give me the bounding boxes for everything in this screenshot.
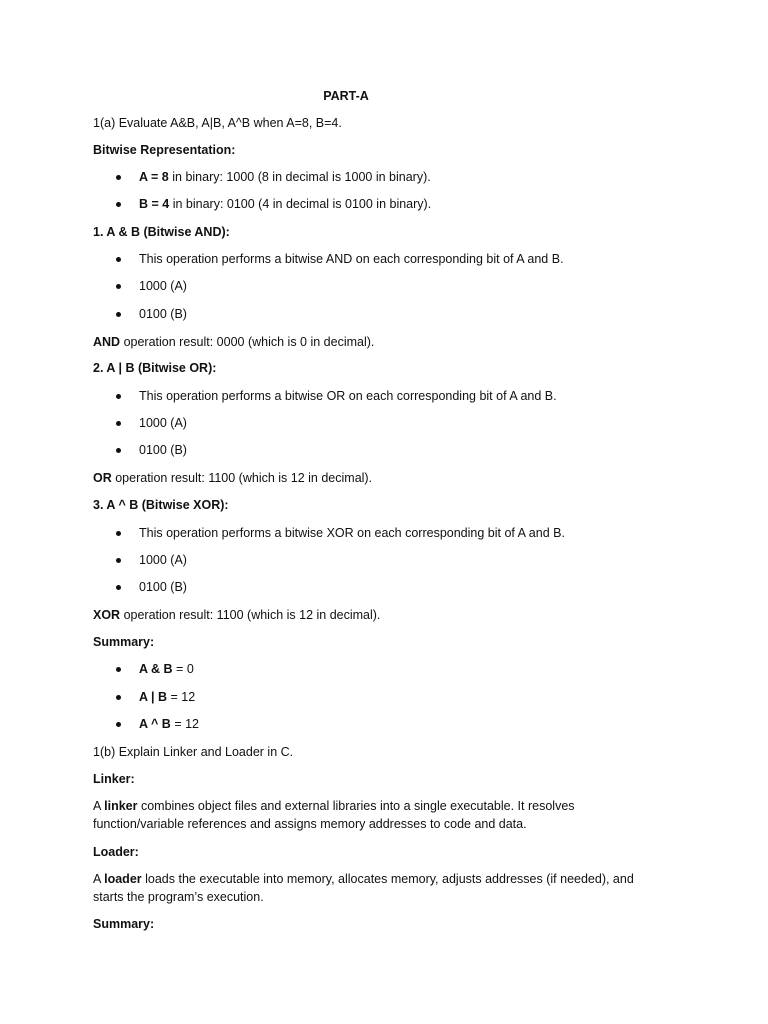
and-item-description: This operation performs a bitwise AND on each corresponding bit of A and B. bbox=[139, 252, 564, 266]
bullet-icon bbox=[116, 175, 121, 180]
summary-item-and: A & B = 0 bbox=[139, 662, 194, 676]
summary-item-xor: A ^ B = 12 bbox=[139, 717, 199, 731]
bullet-icon bbox=[116, 312, 121, 317]
bullet-icon bbox=[116, 394, 121, 399]
bullet-icon bbox=[116, 421, 121, 426]
bullet-icon bbox=[116, 531, 121, 536]
bullet-icon bbox=[116, 667, 121, 672]
bullet-icon bbox=[116, 284, 121, 289]
bullet-icon bbox=[116, 448, 121, 453]
xor-item-a: 1000 (A) bbox=[139, 553, 187, 567]
or-result: OR operation result: 1100 (which is 12 in decimal). bbox=[93, 471, 373, 485]
page-title: PART-A bbox=[323, 89, 369, 103]
rep-item-a: A = 8 in binary: 1000 (8 in decimal is 1000 in binary). bbox=[139, 170, 431, 184]
xor-heading: 3. A ^ B (Bitwise XOR): bbox=[93, 498, 229, 512]
and-item-b: 0100 (B) bbox=[139, 307, 187, 321]
bullet-icon bbox=[116, 558, 121, 563]
or-heading: 2. A | B (Bitwise OR): bbox=[93, 361, 217, 375]
or-item-b: 0100 (B) bbox=[139, 443, 187, 457]
rep-item-b: B = 4 in binary: 0100 (4 in decimal is 0100 in binary). bbox=[139, 197, 432, 211]
summary-item-or: A | B = 12 bbox=[139, 690, 196, 704]
and-result: AND operation result: 0000 (which is 0 in decimal). bbox=[93, 335, 375, 349]
loader-paragraph-line-1: A loader loads the executable into memory, allocates memory, adjusts addresses (if needed), and bbox=[93, 872, 634, 886]
summary-heading-1b: Summary: bbox=[93, 917, 155, 931]
xor-item-b: 0100 (B) bbox=[139, 580, 187, 594]
bullet-icon bbox=[116, 695, 121, 700]
bitwise-representation-heading: Bitwise Representation: bbox=[93, 143, 236, 157]
xor-result: XOR operation result: 1100 (which is 12 in decimal). bbox=[93, 608, 381, 622]
or-item-a: 1000 (A) bbox=[139, 416, 187, 430]
bullet-icon bbox=[116, 585, 121, 590]
and-heading: 1. A & B (Bitwise AND): bbox=[93, 225, 230, 239]
and-item-a: 1000 (A) bbox=[139, 279, 187, 293]
linker-paragraph-line-1: A linker combines object files and external libraries into a single executable. It resolves bbox=[93, 799, 575, 813]
loader-paragraph-line-2: starts the program’s execution. bbox=[93, 890, 264, 904]
bullet-icon bbox=[116, 257, 121, 262]
bullet-icon bbox=[116, 202, 121, 207]
or-item-description: This operation performs a bitwise OR on each corresponding bit of A and B. bbox=[139, 389, 557, 403]
loader-heading: Loader: bbox=[93, 845, 139, 859]
linker-paragraph-line-2: function/variable references and assigns memory addresses to code and data. bbox=[93, 817, 527, 831]
question-1a: 1(a) Evaluate A&B, A|B, A^B when A=8, B=4. bbox=[93, 116, 342, 130]
bullet-icon bbox=[116, 722, 121, 727]
xor-item-description: This operation performs a bitwise XOR on each corresponding bit of A and B. bbox=[139, 526, 565, 540]
question-1b: 1(b) Explain Linker and Loader in C. bbox=[93, 745, 294, 759]
summary-heading: Summary: bbox=[93, 635, 155, 649]
linker-heading: Linker: bbox=[93, 772, 135, 786]
